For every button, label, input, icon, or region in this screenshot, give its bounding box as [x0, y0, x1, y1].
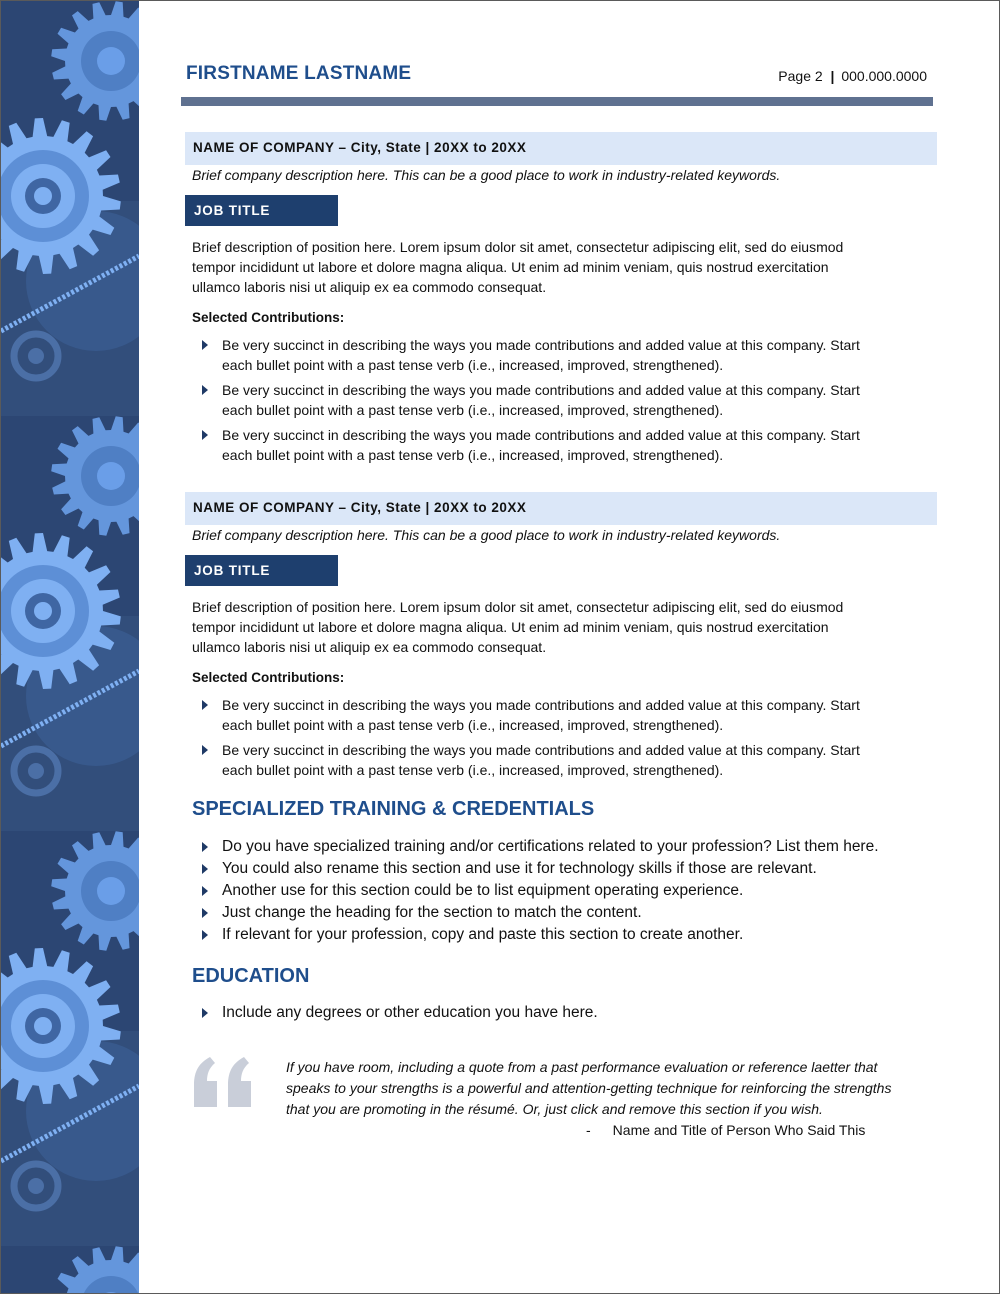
- job-title-box: [185, 195, 338, 226]
- bullet-line: each bullet point with a past tense verb (i.e., increased, improved, strengthened).: [222, 357, 724, 373]
- company-heading: NAME OF COMPANY – City, State | 20XX to 20XX: [193, 140, 527, 155]
- position-line: ullamco laboris nisi ut aliquip ex ea commodo consequat.: [192, 639, 547, 655]
- bullet-line: Be very succinct in describing the ways you made contributions and added value at this company. Start: [222, 697, 860, 713]
- position-line: Brief description of position here. Lorem ipsum dolor sit amet, consectetur adipiscing elit, sed do eiusmod: [192, 239, 844, 255]
- education-section-title: EDUCATION: [192, 965, 310, 987]
- education-list: [192, 1002, 937, 1024]
- list-item: [192, 858, 937, 880]
- list-item: [192, 380, 937, 420]
- triangle-right-icon: [202, 745, 208, 755]
- contributions-list: [192, 335, 937, 465]
- job-title: JOB TITLE: [194, 563, 271, 578]
- triangle-right-icon: [202, 700, 208, 710]
- list-item: [192, 902, 937, 924]
- triangle-right-icon: [202, 842, 208, 852]
- list-item-text: If relevant for your profession, copy and paste this section to create another.: [222, 926, 744, 943]
- triangle-right-icon: [202, 864, 208, 874]
- triangle-right-icon: [202, 385, 208, 395]
- list-item-text: Just change the heading for the section to match the content.: [222, 904, 642, 921]
- triangle-right-icon: [202, 430, 208, 440]
- training-section-title: SPECIALIZED TRAINING & CREDENTIALS: [192, 798, 595, 820]
- phone-number: 000.000.0000: [841, 68, 927, 84]
- bullet-line: each bullet point with a past tense verb (i.e., increased, improved, strengthened).: [222, 447, 724, 463]
- bullet-line: Be very succinct in describing the ways you made contributions and added value at this company. Start: [222, 427, 860, 443]
- list-item-text: Do you have specialized training and/or certifications related to your profession? List them here.: [222, 838, 879, 855]
- bullet-line: each bullet point with a past tense verb (i.e., increased, improved, strengthened).: [222, 717, 724, 733]
- training-list: [192, 836, 937, 946]
- contributions-label: Selected Contributions:: [192, 670, 345, 685]
- triangle-right-icon: [202, 930, 208, 940]
- bullet-line: Be very succinct in describing the ways you made contributions and added value at this company. Start: [222, 382, 860, 398]
- quote-mark-icon: [190, 1041, 260, 1116]
- page-info-separator: |: [830, 68, 835, 84]
- list-item-text: You could also rename this section and use it for technology skills if those are relevant.: [222, 860, 817, 877]
- header-rule: [181, 97, 933, 106]
- position-line: tempor incididunt ut labore et dolore magna aliqua. Ut enim ad minim veniam, quis nostrud exercitation: [192, 259, 829, 275]
- gears-pattern-icon: [1, 1, 139, 1293]
- list-item: [192, 335, 937, 375]
- gears-sidebar: [1, 1, 139, 1293]
- company-bar: [185, 132, 937, 165]
- triangle-right-icon: [202, 340, 208, 350]
- list-item: [192, 836, 937, 858]
- contributions-label: Selected Contributions:: [192, 310, 345, 325]
- list-item: [192, 695, 937, 735]
- position-line: ullamco laboris nisi ut aliquip ex ea commodo consequat.: [192, 279, 547, 295]
- company-heading: NAME OF COMPANY – City, State | 20XX to 20XX: [193, 500, 527, 515]
- company-description: Brief company description here. This can be a good place to work in industry-related keywords.: [192, 167, 781, 183]
- company-description: Brief company description here. This can be a good place to work in industry-related keywords.: [192, 527, 781, 543]
- position-line: tempor incididunt ut labore et dolore magna aliqua. Ut enim ad minim veniam, quis nostrud exercitation: [192, 619, 829, 635]
- bullet-line: each bullet point with a past tense verb (i.e., increased, improved, strengthened).: [222, 762, 724, 778]
- contributions-list: [192, 695, 937, 780]
- bullet-line: Be very succinct in describing the ways you made contributions and added value at this company. Start: [222, 337, 860, 353]
- triangle-right-icon: [202, 886, 208, 896]
- quote-line: If you have room, including a quote from a past performance evaluation or reference laetter that: [286, 1059, 878, 1075]
- position-line: Brief description of position here. Lorem ipsum dolor sit amet, consectetur adipiscing elit, sed do eiusmod: [192, 599, 844, 615]
- quote-attribution: [586, 1122, 865, 1138]
- testimonial-quote: [286, 1057, 946, 1120]
- quote-line: speaks to your strengths is a powerful and attention-getting technique for reinforcing the strengths: [286, 1080, 892, 1096]
- bullet-line: each bullet point with a past tense verb (i.e., increased, improved, strengthened).: [222, 402, 724, 418]
- page-info: [778, 68, 927, 84]
- attribution-dash: -: [586, 1122, 591, 1138]
- list-item: [192, 924, 937, 946]
- list-item: [192, 880, 937, 902]
- bullet-line: Be very succinct in describing the ways you made contributions and added value at this company. Start: [222, 742, 860, 758]
- job-title-box: [185, 555, 338, 586]
- triangle-right-icon: [202, 908, 208, 918]
- candidate-name: FIRSTNAME LASTNAME: [186, 63, 412, 84]
- quote-line: that you are promoting in the résumé. Or, just click and remove this section if you wish.: [286, 1101, 823, 1117]
- triangle-right-icon: [202, 1008, 208, 1018]
- company-bar: [185, 492, 937, 525]
- list-item-text: Another use for this section could be to list equipment operating experience.: [222, 882, 744, 899]
- page-number: Page 2: [778, 68, 823, 84]
- job-title: JOB TITLE: [194, 203, 271, 218]
- position-description: [192, 597, 932, 657]
- attribution-name: Name and Title of Person Who Said This: [612, 1122, 866, 1138]
- list-item: [192, 1002, 937, 1024]
- list-item: [192, 425, 937, 465]
- position-description: [192, 237, 932, 297]
- list-item-text: Include any degrees or other education you have here.: [222, 1004, 598, 1021]
- list-item: [192, 740, 937, 780]
